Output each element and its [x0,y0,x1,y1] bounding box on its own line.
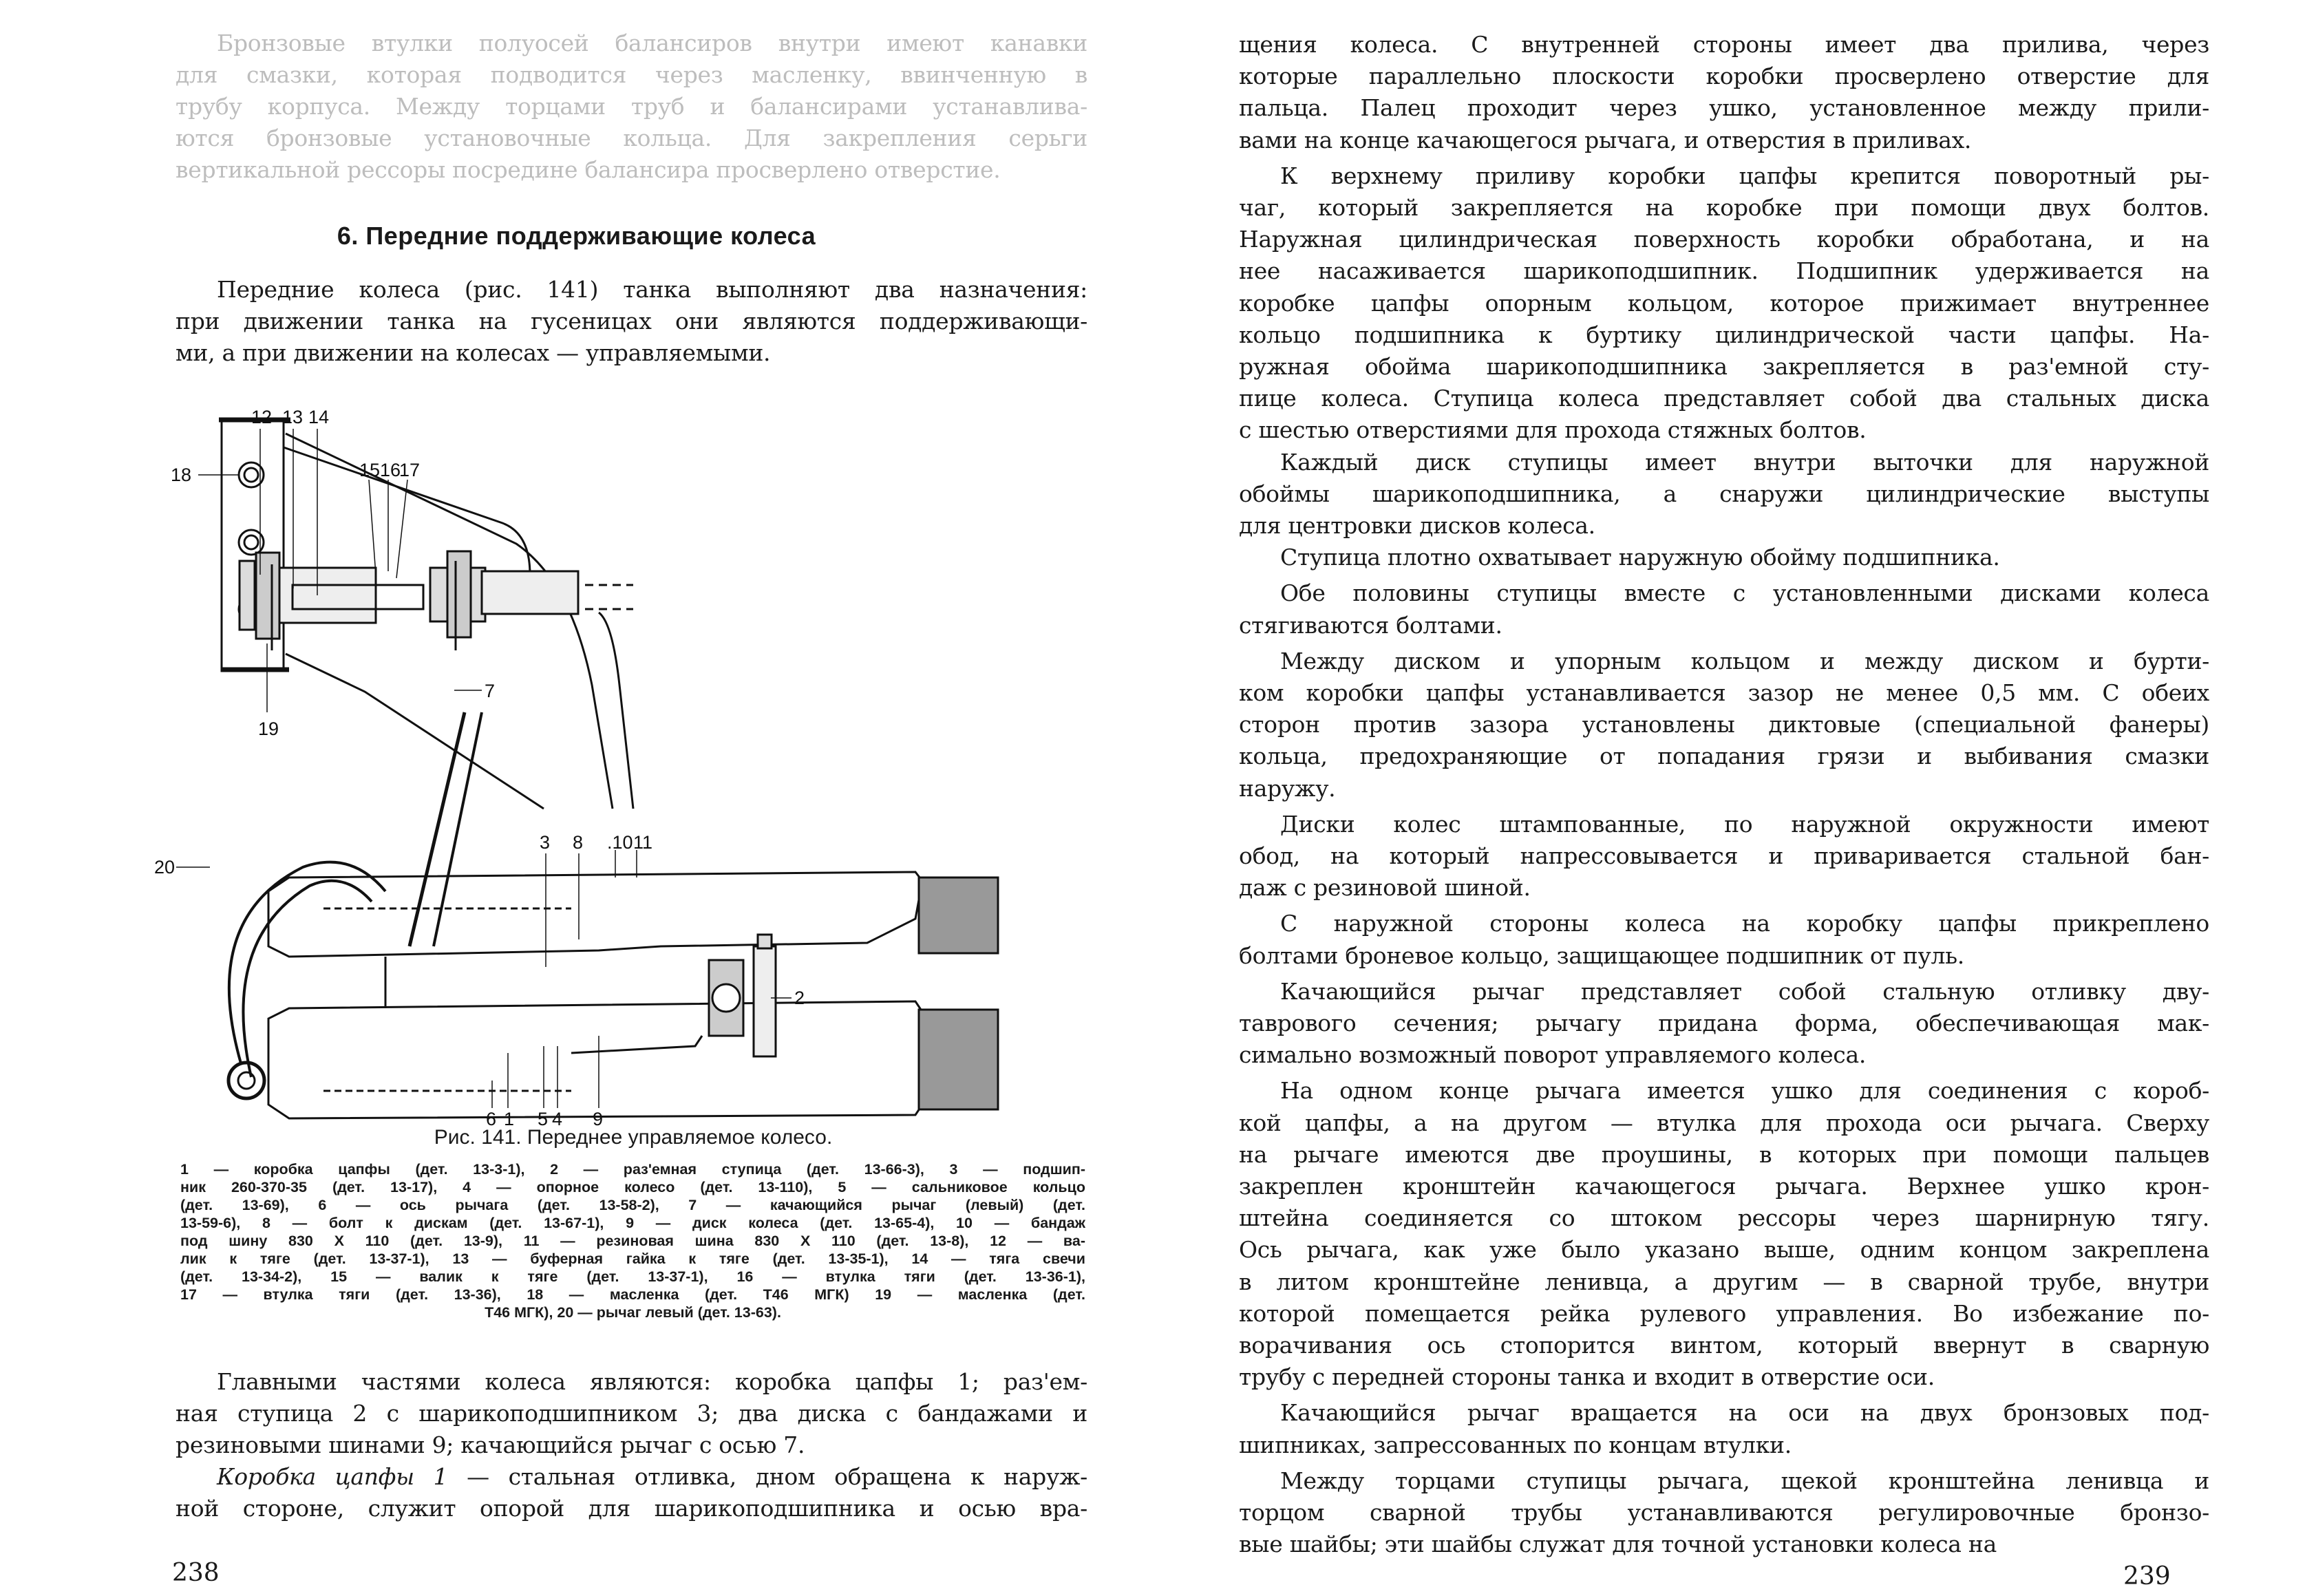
text-line: ружная обойма шарикоподшипника закрепляется в раз'емной сту- [1239,352,2209,380]
text-line: торцом сварной трубы устанавливаются регулировочные бронзо- [1239,1498,2209,1526]
figure-caption-title: Рис. 141. Переднее управляемое колесо. [434,1126,833,1149]
text-line: ной стороне, служит опорой для шарикоподшипника и осью вра- [176,1495,1087,1522]
text-line: Ступица плотно охватывает наружную обойму подшипника. [1280,544,2000,571]
figure-label-16: 16 [380,460,401,480]
right-page-paragraph [1239,976,2209,1072]
text-line: ются бронзовые установочные кольца. Для закрепления серьги [176,125,1087,151]
legend-line: (дет. 13-69), 6 — ось рычага (дет. 13-58-2), 7 — качающийся рычаг (левый) (дет. [180,1197,1085,1213]
intro-paragraph [176,274,1087,369]
text-line: даж с резиновой шиной. [1239,874,1531,902]
figure-label-20: 20 [154,857,176,877]
text-line: наружу. [1239,774,1336,802]
page-number-right: 239 [2123,1562,2171,1590]
figure-label-1: 1 [504,1109,515,1129]
text-line: ная ступица 2 с шарикоподшипником 3; два диска с бандажами и [176,1400,1087,1427]
text-line: Каждый диск ступицы имеет внутри выточки для наружной [1280,448,2209,476]
section-heading: 6. Передние поддерживающие колеса [337,222,816,250]
legend-line: под шину 830 X 110 (дет. 13-9), 11 — резиновая шина 830 X 110 (дет. 13-8), 12 — ва- [180,1233,1085,1249]
legend-line: 13-59-6), 8 — болт к дискам (дет. 13-67-1), 9 — диск колеса (дет. 13-65-4), 10 — бандаж [180,1215,1085,1231]
text-line: ком коробки цапфы устанавливается зазор не менее 0,5 мм. С обеих [1239,679,2209,706]
text-line: чаг, который закрепляется на коробке при помощи двух болтов. [1239,193,2209,221]
text-line: Наружная цилиндрическая поверхность коробки обработана, и на [1239,226,2209,253]
wheel-disc-lower [268,1001,922,1118]
figure-label-7: 7 [485,681,496,701]
figure-label-9: 9 [593,1109,604,1129]
text-line: болтами броневое кольцо, защищающее подшипник от пуль. [1239,941,1964,969]
figure-label-3: 3 [540,832,551,853]
text-line: штейна соединяется со штоком рессоры через шарнирную тягу. [1239,1204,2209,1232]
right-page-paragraph [1239,646,2209,805]
legend-line: 1 — коробка цапфы (дет. 13-3-1), 2 — раз'емная ступица (дет. 13-66-3), 3 — подшип- [180,1161,1085,1178]
right-page-paragraph [1239,577,2209,641]
text-line: вами на конце качающегося рычага, и отверстия в приливах. [1239,126,1972,153]
text-run: — стальная отливка, дном обращена к наруж- [447,1463,1087,1490]
wheel-disc-upper [268,872,922,957]
legend-line: (дет. 13-34-2), 15 — валик к тяге (дет. 13-37-1), 16 — втулка тяги (дет. 13-36-1), [180,1268,1085,1285]
figure-label-18: 18 [171,465,192,485]
tire-11-lower [919,1010,998,1109]
page-number-left: 238 [172,1559,220,1587]
text-line: Качающийся рычаг вращается на оси на двух бронзовых под- [1280,1399,2209,1427]
figure-label-13: 13 [282,407,304,427]
text-line: нее насаживается шарикоподшипник. Подшипник удерживается на [1239,257,2209,285]
text-line: Главными частями колеса являются: коробка цапфы 1; раз'ем- [217,1368,1087,1395]
text-line: при движении танка на гусеницах они являются поддерживающи- [176,308,1087,334]
figure-label-14: 14 [308,407,330,427]
figure-label-5: 5 [538,1109,549,1129]
text-line: Между диском и упорным кольцом и между диском и бурти- [1280,647,2209,674]
faded-bleed-through-paragraph [176,28,1087,186]
text-line: Качающийся рычаг представляет собой стальную отливку дву- [1280,977,2209,1005]
text-line: Обе половины ступицы вместе с установленными дисками колеса [1280,579,2209,607]
text-line: шипниках, запрессованных по концам втулки. [1239,1431,1792,1458]
right-page-paragraph [1239,1075,2209,1393]
text-line: стягиваются болтами. [1239,611,1502,639]
text-line: Диски колес штампованные, по наружной окружности имеют [1280,810,2209,838]
tire-11-upper [919,877,998,953]
right-page-paragraph [1239,542,2209,573]
figure-label-15: 15 [359,460,381,480]
legend-line: 17 — втулка тяги (дет. 13-36), 18 — масленка (дет. Т46 МГК) 19 — масленка (дет. [180,1286,1085,1303]
text-line: ми, а при движении на колесах — управляемыми. [176,339,771,366]
figure-label-17: 17 [399,460,421,480]
main-parts-paragraph [176,1366,1087,1461]
figure-141-front-wheel-diagram [154,396,1081,1129]
text-line: вертикальной рессоры посредине балансира просверлено отверстие. [176,156,1001,183]
text-line: трубу с передней стороны танка и входит в отверстие оси. [1239,1363,1935,1391]
right-page-paragraph [1239,1397,2209,1460]
text-line: обоймы шарикоподшипника, а снаружи цилиндрические выступы [1239,480,2209,507]
text-line: кой цапфы, а на другом — втулка для прохода оси рычага. Сверху [1239,1109,2209,1136]
text-line: Бронзовые втулки полуосей балансиров внутри имеют канавки [217,30,1087,56]
text-line: Ось рычага, как уже было указано выше, одним концом закреплена [1239,1236,2209,1264]
trunnion-box-paragraph [176,1461,1087,1524]
text-line: которой помещается рейка рулевого управления. Во избежание по- [1239,1299,2209,1327]
right-page-paragraph [1239,809,2209,904]
figure-label-2: 2 [794,988,805,1008]
text-line: Передние колеса (рис. 141) танка выполняют два назначения: [217,276,1087,303]
bolt-8 [754,946,776,1056]
text-line: С наружной стороны колеса на коробку цапфы прикреплено [1280,910,2209,937]
italic-term: Коробка цапфы 1 [217,1463,448,1490]
figure-label-10: .10 [607,832,633,853]
text-line: кольца, предохраняющие от попадания грязи и выбивания смазки [1239,743,2209,770]
text-line: для смазки, которая подводится через масленку, ввинченную в [176,61,1087,88]
figure-label-8: 8 [573,832,584,853]
text-line: резиновыми шинами 9; качающийся рычаг с осью 7. [176,1432,805,1458]
text-line: пальца. Палец проходит через ушко, установленное между прили- [1239,94,2209,122]
text-line: кольцо подшипника к буртику цилиндрической части цапфы. На- [1239,321,2209,348]
text-line: на рычаге имеются две проушины, в которых при помощи пальцев [1239,1140,2209,1168]
text-line: симально возможный поворот управляемого колеса. [1239,1041,1867,1069]
figure-label-12: 12 [251,407,273,427]
text-line: с шестью отверстиями для прохода стяжных болтов. [1239,416,1867,444]
right-page-paragraph [1239,1465,2209,1561]
legend-line: ник 260-370-35 (дет. 13-17), 4 — опорное колесо (дет. 13-110), 5 — сальниковое кольцо [180,1179,1085,1195]
text-line: которые параллельно плоскости коробки просверлено отверстие для [1239,63,2209,90]
figure-label-4: 4 [552,1109,563,1129]
right-page-paragraph [1239,29,2209,156]
legend-line: Т46 МГК), 20 — рычаг левый (дет. 13-63). [485,1304,781,1321]
legend-line: лик к тяге (дет. 13-37-1), 13 — буферная гайка к тяге (дет. 13-35-1), 14 — тяга свечи [180,1251,1085,1267]
text-line: закреплен кронштейн качающегося рычага. Верхнее ушко крон- [1239,1172,2209,1200]
text-line: в литом кронштейне ленивца, а другим — в сварной трубе, внутри [1239,1268,2209,1295]
figure-legend [180,1160,1085,1321]
text-line: Между торцами ступицы рычага, щекой кронштейна ленивца и [1280,1467,2209,1494]
figure-label-19: 19 [258,719,279,739]
text-line: пице колеса. Ступица колеса представляет собой два стальных диска [1239,385,2209,412]
text-line: трубу корпуса. Между торцами труб и балансирами устанавлива- [176,93,1087,120]
text-line: ворачивания ось стопорится винтом, который ввернут в сварную [1239,1331,2209,1359]
text-line: вые шайбы; эти шайбы служат для точной установки колеса на [1239,1531,1997,1558]
text-line: На одном конце рычага имеется ушко для соединения с короб- [1280,1077,2209,1105]
text-line [176,1461,1087,1493]
text-line: сторон против зазора установлены диктовые (специальной фанеры) [1239,711,2209,738]
text-line: К верхнему приливу коробки цапфы крепится поворотный ры- [1280,162,2209,189]
right-page-paragraph [1239,447,2209,542]
text-line: коробке цапфы опорным кольцом, которое прижимает внутреннее [1239,289,2209,317]
text-line: для центровки дисков колеса. [1239,511,1595,539]
text-line: щения колеса. С внутренней стороны имеет два прилива, через [1239,31,2209,58]
right-page [1153,0,2305,1596]
figure-label-6: 6 [486,1109,497,1129]
text-line: обод, на который напрессовывается и приваривается стальной бан- [1239,842,2209,869]
text-line: таврового сечения; рычагу придана форма, обеспечивающая мак- [1239,1009,2209,1036]
right-page-paragraph [1239,908,2209,971]
figure-label-11: 11 [633,832,653,853]
right-page-paragraph [1239,160,2209,447]
